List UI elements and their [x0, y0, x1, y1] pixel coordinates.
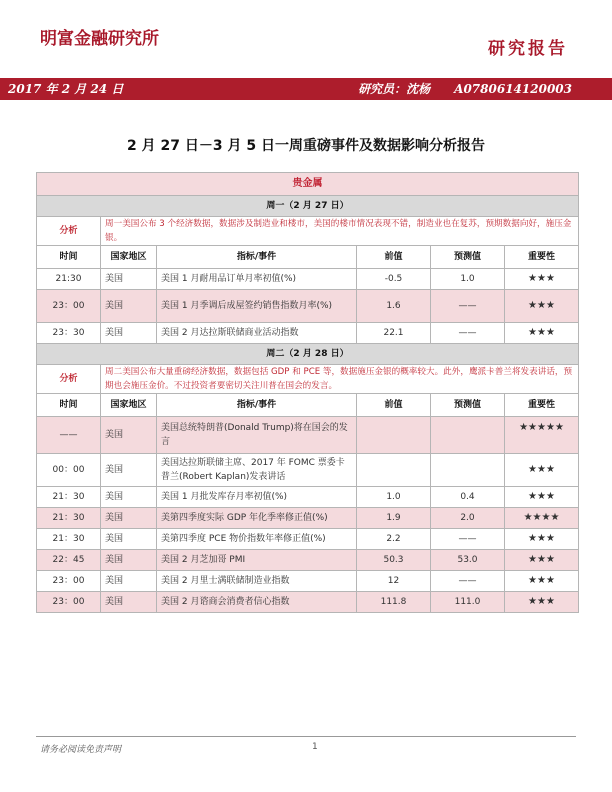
cell-importance: ★★★: [505, 290, 579, 323]
table-row: [37, 269, 579, 290]
cell-region: 美国: [101, 550, 157, 571]
report-type-label: 研究报告: [488, 39, 568, 59]
cell-time: 21：30: [37, 529, 101, 550]
table-row: [37, 290, 579, 323]
cell-importance: ★★★★★: [505, 417, 579, 454]
cell-prev: 1.9: [357, 508, 431, 529]
cell-time: 23：00: [37, 290, 101, 323]
cell-event: 美国 2 月芝加哥 PMI: [157, 550, 357, 571]
table-row: [37, 592, 579, 613]
cell-region: 美国: [101, 508, 157, 529]
cell-prev: 1.0: [357, 487, 431, 508]
cell-event: 美国 1 月季调后成屋签约销售指数月率(%): [157, 290, 357, 323]
company-logo: 明富金融研究所: [40, 29, 159, 49]
cell-event: 美国 2 月谘商会消费者信心指数: [157, 592, 357, 613]
cell-prev: 111.8: [357, 592, 431, 613]
cell-time: 21:30: [37, 269, 101, 290]
report-date: 2017 年 2 月 24 日: [8, 82, 124, 96]
cell-prev: 12: [357, 571, 431, 592]
cell-importance: ★★★: [505, 571, 579, 592]
cell-prev: [357, 417, 431, 454]
col-event: 指标/事件: [157, 246, 357, 269]
cell-forecast: [431, 454, 505, 487]
cell-forecast: ——: [431, 290, 505, 323]
table-row: [37, 550, 579, 571]
cell-event: 美国 2 月达拉斯联储商业活动指数: [157, 323, 357, 344]
cell-time: 23：00: [37, 592, 101, 613]
cell-forecast: 1.0: [431, 269, 505, 290]
cell-time: 21：30: [37, 508, 101, 529]
cell-region: 美国: [101, 454, 157, 487]
table-row: [37, 571, 579, 592]
day-header: [37, 344, 579, 365]
table-row: [37, 508, 579, 529]
cell-region: 美国: [101, 487, 157, 508]
day-header: [37, 196, 579, 217]
analysis-text: 周一美国公布 3 个经济数据，数据涉及制造业和楼市，美国的楼市情况表现不错，制造业也在复苏，预期数据向好，施压金银。: [101, 217, 579, 246]
cell-event: 美国达拉斯联储主席、2017 年 FOMC 票委卡普兰(Robert Kaplan)发表讲话: [157, 454, 357, 487]
col-importance: 重要性: [505, 246, 579, 269]
cell-event: 美第四季度实际 GDP 年化季率修正值(%): [157, 508, 357, 529]
page-title: 2 月 27 日－3 月 5 日一周重磅事件及数据影响分析报告: [127, 138, 485, 154]
cell-importance: ★★★: [505, 550, 579, 571]
cell-forecast: [431, 417, 505, 454]
col-event: 指标/事件: [157, 394, 357, 417]
day-label: 周一（2 月 27 日）: [37, 196, 579, 217]
cell-time: 22：45: [37, 550, 101, 571]
col-prev: 前值: [357, 394, 431, 417]
cell-forecast: 53.0: [431, 550, 505, 571]
table-row: [37, 487, 579, 508]
cell-region: 美国: [101, 269, 157, 290]
col-forecast: 预测值: [431, 246, 505, 269]
cell-forecast: 111.0: [431, 592, 505, 613]
events-table: [36, 172, 579, 613]
analysis-row: [37, 217, 579, 246]
col-region: 国家地区: [101, 394, 157, 417]
table-row: [37, 529, 579, 550]
analysis-row: [37, 365, 579, 394]
cell-forecast: ——: [431, 529, 505, 550]
col-importance: 重要性: [505, 394, 579, 417]
cell-time: 23：30: [37, 323, 101, 344]
cell-importance: ★★★: [505, 269, 579, 290]
cell-region: 美国: [101, 571, 157, 592]
col-prev: 前值: [357, 246, 431, 269]
cell-prev: 50.3: [357, 550, 431, 571]
section-title: 贵金属: [37, 173, 579, 196]
cell-time: 00：00: [37, 454, 101, 487]
analyst-info: 研究员：沈杨 A0780614120003: [358, 82, 572, 96]
cell-prev: -0.5: [357, 269, 431, 290]
cell-prev: [357, 454, 431, 487]
cell-time: 21：30: [37, 487, 101, 508]
cell-importance: ★★★: [505, 529, 579, 550]
cell-event: 美国 1 月耐用品订单月率初值(%): [157, 269, 357, 290]
cell-event: 美国 2 月里士满联储制造业指数: [157, 571, 357, 592]
col-forecast: 预测值: [431, 394, 505, 417]
col-time: 时间: [37, 394, 101, 417]
cell-importance: ★★★: [505, 487, 579, 508]
cell-region: 美国: [101, 417, 157, 454]
cell-prev: 2.2: [357, 529, 431, 550]
col-region: 国家地区: [101, 246, 157, 269]
cell-importance: ★★★: [505, 592, 579, 613]
cell-forecast: 0.4: [431, 487, 505, 508]
cell-time: ——: [37, 417, 101, 454]
footer-divider: [36, 736, 576, 737]
analysis-text: 周二美国公布大量重磅经济数据，数据包括 GDP 和 PCE 等，数据施压金银的概率较大。此外，鹰派卡普兰将发表讲话，预期也会施压金价。不过投资者要密切关注川普在国会的发言。: [101, 365, 579, 394]
cell-event: 美第四季度 PCE 物价指数年率修正值(%): [157, 529, 357, 550]
cell-time: 23：00: [37, 571, 101, 592]
cell-forecast: ——: [431, 571, 505, 592]
page-number: 1: [312, 742, 318, 752]
cell-region: 美国: [101, 592, 157, 613]
cell-importance: ★★★: [505, 323, 579, 344]
col-time: 时间: [37, 246, 101, 269]
cell-region: 美国: [101, 323, 157, 344]
cell-region: 美国: [101, 529, 157, 550]
column-header-row: [37, 246, 579, 269]
cell-importance: ★★★: [505, 454, 579, 487]
cell-region: 美国: [101, 290, 157, 323]
table-row: [37, 454, 579, 487]
cell-prev: 22.1: [357, 323, 431, 344]
table-row: [37, 417, 579, 454]
cell-importance: ★★★★: [505, 508, 579, 529]
analysis-label: 分析: [37, 217, 101, 246]
table-row: [37, 323, 579, 344]
cell-event: 美国 1 月批发库存月率初值(%): [157, 487, 357, 508]
section-header: [37, 173, 579, 196]
column-header-row: [37, 394, 579, 417]
cell-prev: 1.6: [357, 290, 431, 323]
cell-forecast: 2.0: [431, 508, 505, 529]
cell-forecast: ——: [431, 323, 505, 344]
header-bar: [0, 78, 612, 100]
day-label: 周二（2 月 28 日）: [37, 344, 579, 365]
cell-event: 美国总统特朗普(Donald Trump)将在国会的发言: [157, 417, 357, 454]
analysis-label: 分析: [37, 365, 101, 394]
footer-disclaimer: 请务必阅读免责声明: [40, 745, 122, 755]
